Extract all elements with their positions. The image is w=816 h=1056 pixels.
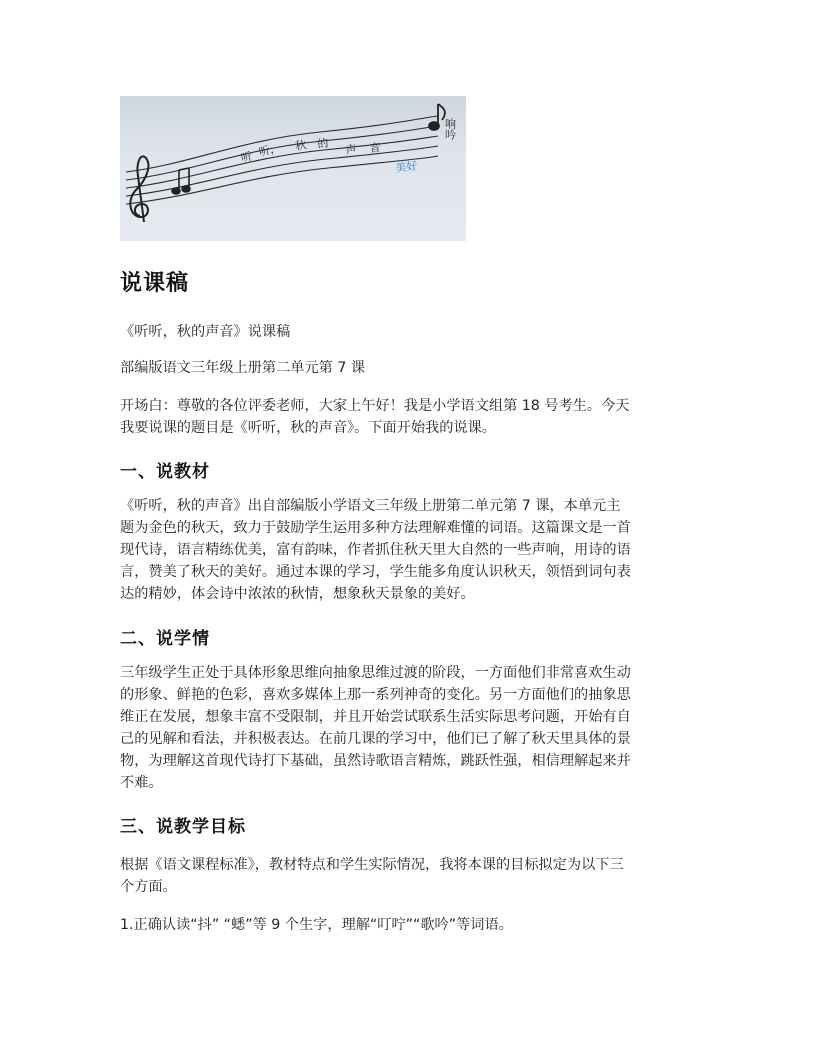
handwriting-blue: 美好 <box>394 159 419 175</box>
handwriting-char: 音 <box>368 140 382 155</box>
section-2-paragraph <box>120 662 698 794</box>
section-heading-2: 二、说学情 <box>120 629 210 649</box>
document-title: 说课稿 <box>120 271 190 296</box>
music-staff-drawing <box>120 96 466 241</box>
note-pair-icon <box>172 168 190 194</box>
paragraph-line: 《听听，秋的声音》出自部编版小学语文三年级上册第二单元第 7 课，本单元主 <box>120 498 621 514</box>
goal-item-1: 1.正确认读“抖” “蟋”等 9 个生字，理解“叮咛”“歌吟”等词语。 <box>120 917 513 933</box>
paragraph-line: 不难。 <box>120 775 163 791</box>
paragraph-line: 物，为理解这首现代诗打下基础，虽然诗歌语言精炼，跳跃性强，相信理解起来并 <box>120 753 631 769</box>
opening-line: 我要说课的题目是《听听，秋的声音》。下面开始我的说课。 <box>120 420 496 436</box>
paragraph-line: 己的见解和看法，并积极表达。在前几课的学习中，他们已了解了秋天里具体的景 <box>120 731 631 747</box>
section-heading-1: 一、说教材 <box>120 462 210 482</box>
paragraph-line: 题为金色的秋天，致力于鼓励学生运用多种方法理解难懂的词语。这篇课文是一首 <box>120 520 631 536</box>
handwriting-char: 听 <box>239 149 254 165</box>
section-3-paragraph <box>120 854 698 898</box>
paragraph-line: 的形象、鲜艳的色彩，喜欢多媒体上那一系列神奇的变化。另一方面他们的抽象思 <box>120 687 631 703</box>
paragraph-line: 言，赞美了秋天的美好。通过本课的学习，学生能多角度认识秋天，领悟到词句表 <box>120 564 631 580</box>
section-heading-3: 三、说教学目标 <box>120 817 246 837</box>
opening-line: 开场白：尊敬的各位评委老师，大家上午好！我是小学语文组第 18 号考生。今天 <box>120 398 630 414</box>
handwriting-char: 的 <box>316 136 330 151</box>
edition-line: 部编版语文三年级上册第二单元第 7 课 <box>120 360 366 376</box>
section-1-paragraph <box>120 495 698 605</box>
paragraph-line: 三年级学生正处于具体形象思维向抽象思维过渡的阶段，一方面他们非常喜欢生动 <box>120 665 631 681</box>
paragraph-line: 达的精妙，体会诗中浓浓的秋情，想象秋天景象的美好。 <box>120 586 475 602</box>
paragraph-line: 个方面。 <box>120 879 177 895</box>
paragraph-line: 根据《语文课程标准》，教材特点和学生实际情况，我将本课的目标拟定为以下三 <box>120 857 624 873</box>
subtitle: 《听听，秋的声音》说课稿 <box>120 324 291 340</box>
paragraph-line: 维正在发展，想象丰富不受限制，并且开始尝试联系生活实际思考问题，开始有自 <box>120 709 631 725</box>
handwriting-char: 声 <box>344 142 358 157</box>
handwriting-char: 秋 <box>294 138 308 153</box>
handwriting-char: 听， <box>257 140 283 159</box>
header-illustration <box>120 96 466 241</box>
handwriting-right: 响吟 <box>443 118 457 140</box>
treble-clef-icon <box>130 156 148 222</box>
paragraph-line: 现代诗，语言精练优美，富有韵味，作者抓住秋天里大自然的一些声响，用诗的语 <box>120 542 631 558</box>
opening-paragraph <box>120 395 698 439</box>
